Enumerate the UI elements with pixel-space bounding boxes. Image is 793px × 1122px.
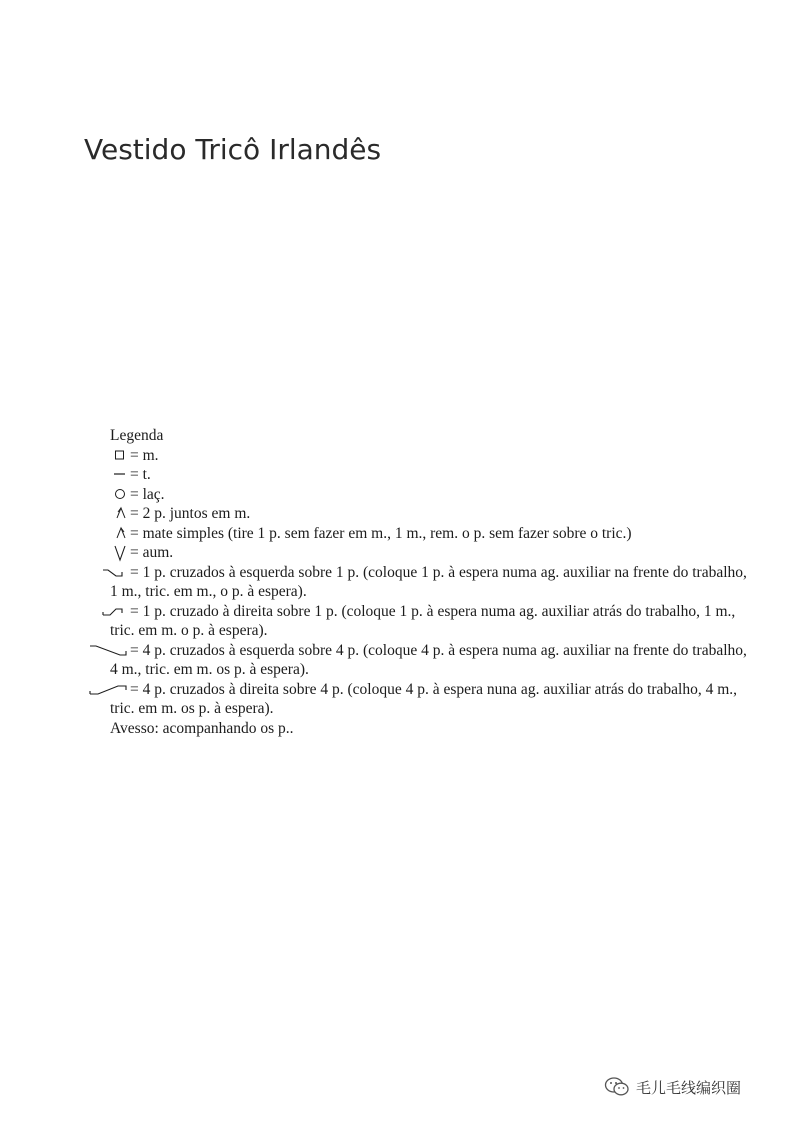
legend-item-text: = mate simples (tire 1 p. sem fazer em m., 1 m., rem. o p. sem fazer sobre o tric.) <box>130 524 632 542</box>
legend-item-text: = m. <box>130 446 159 464</box>
cross-right-4-symbol-icon <box>88 680 128 700</box>
legend-item-text: = laç. <box>130 485 165 503</box>
legend-item-text: = aum. <box>130 544 174 561</box>
page-title: Vestido Tricô Irlandês <box>84 133 382 166</box>
legend-item-text: = t. <box>130 466 151 483</box>
legend-item-k2tog <box>110 504 793 524</box>
dash-symbol-icon <box>113 465 127 485</box>
legend-item-text: = 2 p. juntos em m. <box>130 505 251 522</box>
cross-left-4-symbol-icon <box>88 641 128 661</box>
legend-item-text: = 4 p. cruzados à direita sobre 4 p. (coloque 4 p. à espera nuna ag. auxiliar atrás do trabalho, 4 m., tric. em m. os p. à espera). <box>110 680 738 717</box>
legend-item-cross-right-4 <box>110 680 750 719</box>
legend-heading: Legenda <box>110 427 164 444</box>
legend-item-ssk <box>110 524 793 544</box>
legend-item-text: = 1 p. cruzados à esquerda sobre 1 p. (coloque 1 p. à espera numa ag. auxiliar na frente do trabalho, 1 m., tric. em m., o p. à espera). <box>110 563 747 600</box>
wechat-icon <box>604 1076 630 1098</box>
legend-item-purl <box>110 465 793 485</box>
legend-item-cross-right-1 <box>110 602 750 641</box>
k2tog-symbol-icon <box>115 504 127 524</box>
legend-footer: Avesso: acompanhando os p.. <box>110 719 294 737</box>
increase-symbol-icon <box>113 543 127 563</box>
legend-item-cross-left-4 <box>110 641 750 680</box>
legend-item-text: = 1 p. cruzado à direita sobre 1 p. (coloque 1 p. à espera numa ag. auxiliar atrás do trabalho, 1 m., tric. em m. o p. à espera). <box>110 602 736 639</box>
watermark-text: 毛儿毛线编织圈 <box>636 1078 742 1097</box>
cross-right-1-symbol-icon <box>102 602 126 622</box>
square-symbol-icon <box>114 446 126 466</box>
cross-left-1-symbol-icon <box>102 563 126 583</box>
legend-item-increase <box>110 543 793 563</box>
circle-symbol-icon <box>114 485 127 505</box>
legend-item-cross-left-1 <box>110 563 750 602</box>
legend <box>0 426 793 738</box>
legend-item-knit <box>110 446 793 466</box>
legend-item-text: = 4 p. cruzados à esquerda sobre 4 p. (coloque 4 p. à espera numa ag. auxiliar na frente do trabalho, 4 m., tric. em m. os p. à espera). <box>110 641 747 678</box>
ssk-symbol-icon <box>115 524 127 544</box>
watermark <box>604 1076 741 1098</box>
legend-item-yarn-over <box>110 485 793 505</box>
